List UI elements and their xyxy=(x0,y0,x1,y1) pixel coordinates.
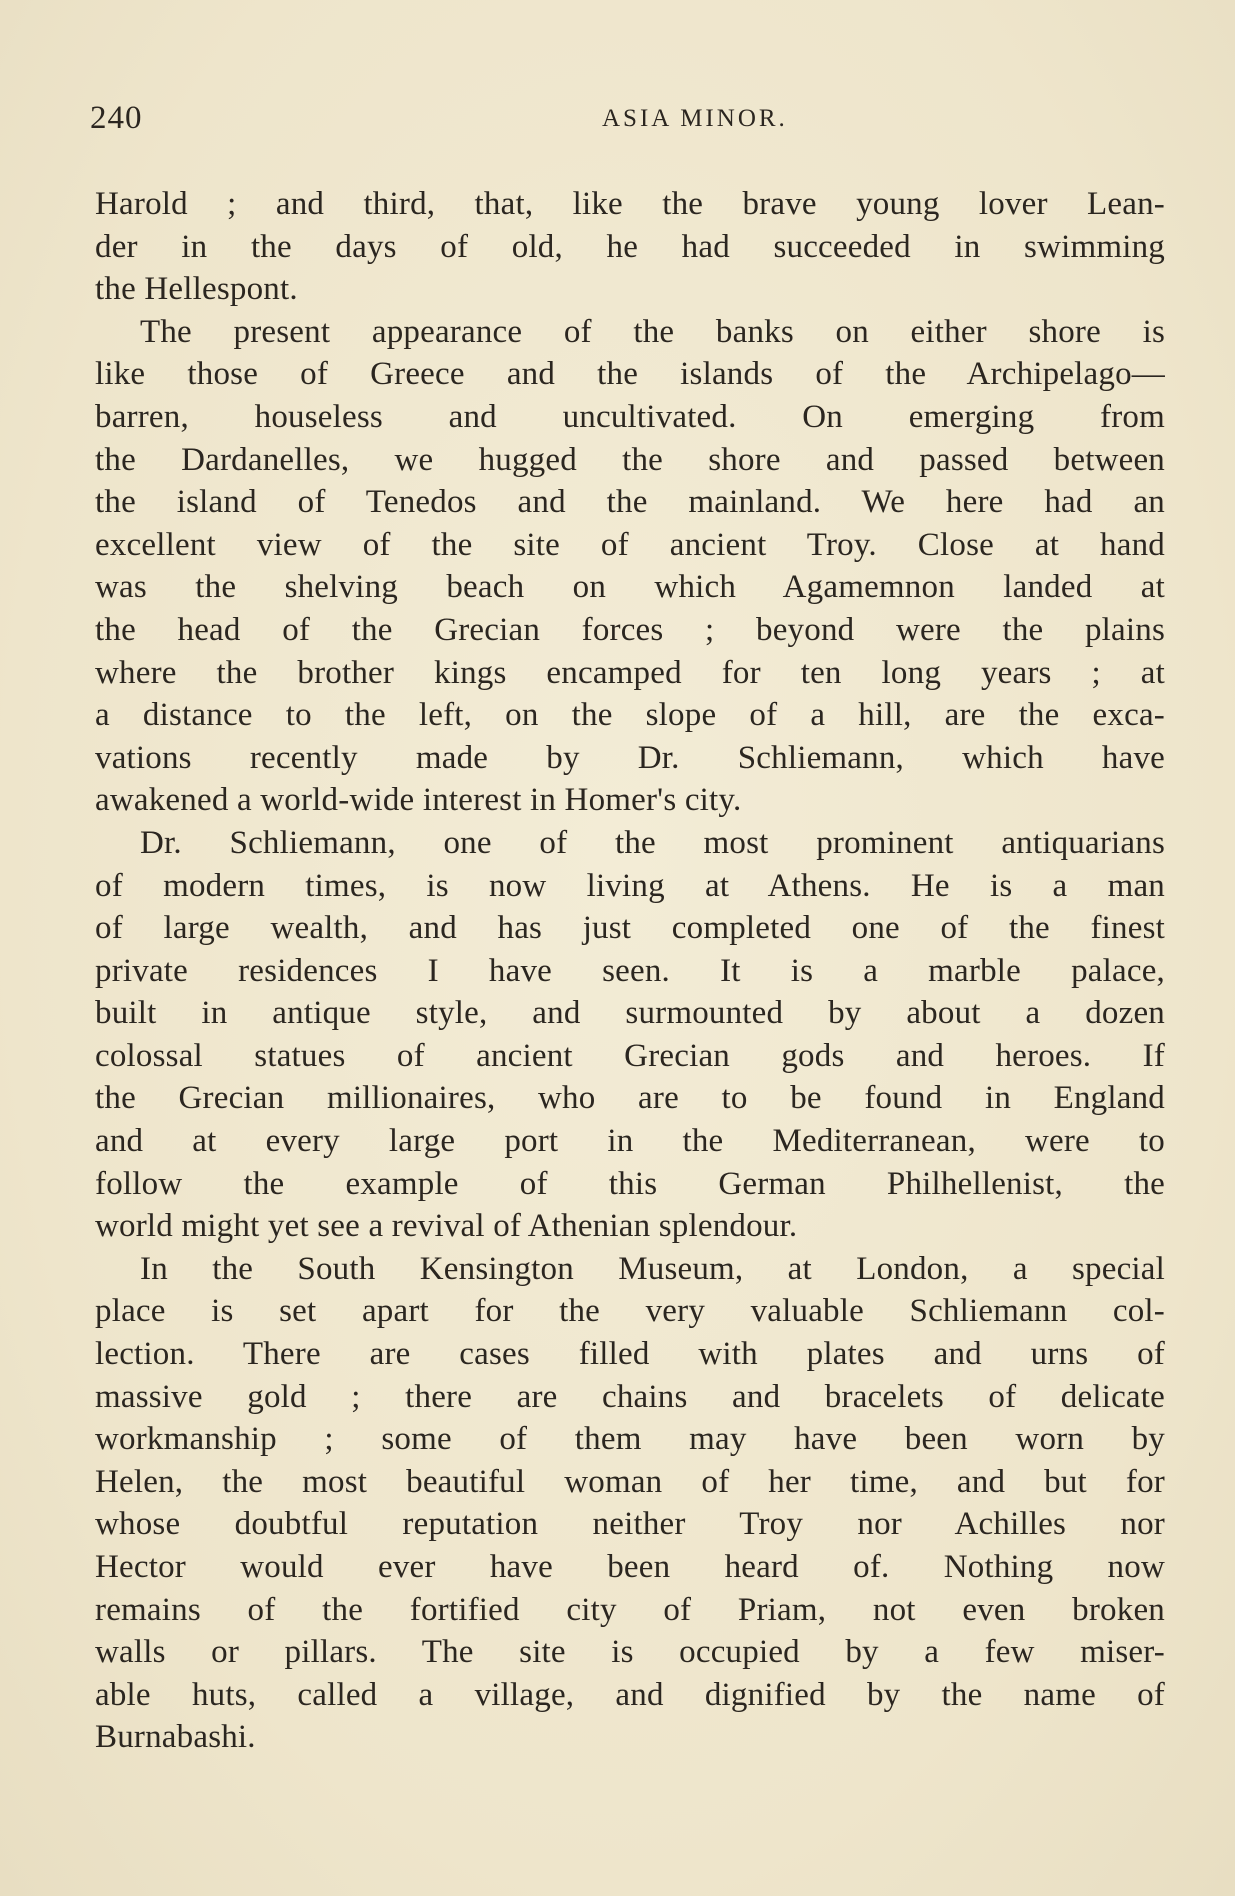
text-line: was the shelving beach on which Agamemnon landed at xyxy=(95,569,1165,606)
text-line: private residences I have seen. It is a marble palace, xyxy=(95,952,1165,989)
page-number: 240 xyxy=(90,100,143,136)
text-line: colossal statues of ancient Grecian gods and heroes. If xyxy=(95,1037,1165,1074)
text-line: a distance to the left, on the slope of a hill, are the exca- xyxy=(95,697,1165,734)
text-line: the Grecian millionaires, who are to be found in England xyxy=(95,1080,1165,1117)
text-line: excellent view of the site of ancient Troy. Close at hand xyxy=(95,526,1165,563)
text-line: Burnabashi. xyxy=(95,1719,256,1756)
text-line: In the South Kensington Museum, at London, a special xyxy=(140,1250,1165,1287)
text-line: follow the example of this German Philhellenist, the xyxy=(95,1165,1165,1202)
text-line: the Hellespont. xyxy=(95,271,298,308)
text-line: vations recently made by Dr. Schliemann, which have xyxy=(95,739,1165,776)
text-line: the head of the Grecian forces ; beyond were the plains xyxy=(95,611,1165,648)
text-line: awakened a world-wide interest in Homer's city. xyxy=(95,782,742,819)
page-header xyxy=(90,100,1160,150)
text-line: place is set apart for the very valuable Schliemann col- xyxy=(95,1293,1165,1330)
text-line: Helen, the most beautiful woman of her time, and but for xyxy=(95,1463,1165,1500)
text-line: world might yet see a revival of Athenian splendour. xyxy=(95,1208,798,1245)
text-line: barren, houseless and uncultivated. On emerging from xyxy=(95,398,1165,435)
body-text xyxy=(95,183,1165,1759)
text-line: Harold ; and third, that, like the brave young lover Lean- xyxy=(95,186,1165,222)
text-line: Dr. Schliemann, one of the most prominent antiquarians xyxy=(140,824,1165,861)
text-line: the island of Tenedos and the mainland. We here had an xyxy=(95,484,1165,521)
text-line: where the brother kings encamped for ten long years ; at xyxy=(95,654,1165,691)
text-line: workmanship ; some of them may have been worn by xyxy=(95,1421,1165,1458)
text-line: of large wealth, and has just completed one of the finest xyxy=(95,910,1165,947)
text-line: whose doubtful reputation neither Troy nor Achilles nor xyxy=(95,1506,1165,1543)
text-line: like those of Greece and the islands of the Archipelago— xyxy=(95,356,1165,393)
text-line: built in antique style, and surmounted by about a dozen xyxy=(95,995,1165,1032)
text-line: The present appearance of the banks on either shore is xyxy=(140,313,1165,350)
text-line: the Dardanelles, we hugged the shore and passed between xyxy=(95,441,1165,478)
text-line: remains of the fortified city of Priam, not even broken xyxy=(95,1591,1165,1628)
text-line: able huts, called a village, and dignified by the name of xyxy=(95,1676,1165,1713)
text-line: lection. There are cases filled with plates and urns of xyxy=(95,1336,1165,1373)
text-line: massive gold ; there are chains and bracelets of delicate xyxy=(95,1378,1165,1415)
text-line: walls or pillars. The site is occupied by a few miser- xyxy=(95,1634,1165,1671)
text-line: der in the days of old, he had succeeded in swimming xyxy=(95,228,1165,265)
text-line: of modern times, is now living at Athens. He is a man xyxy=(95,867,1165,904)
text-line: Hector would ever have been heard of. Nothing now xyxy=(95,1549,1165,1585)
running-head: ASIA MINOR. xyxy=(602,105,788,132)
text-line: and at every large port in the Mediterranean, were to xyxy=(95,1123,1165,1160)
